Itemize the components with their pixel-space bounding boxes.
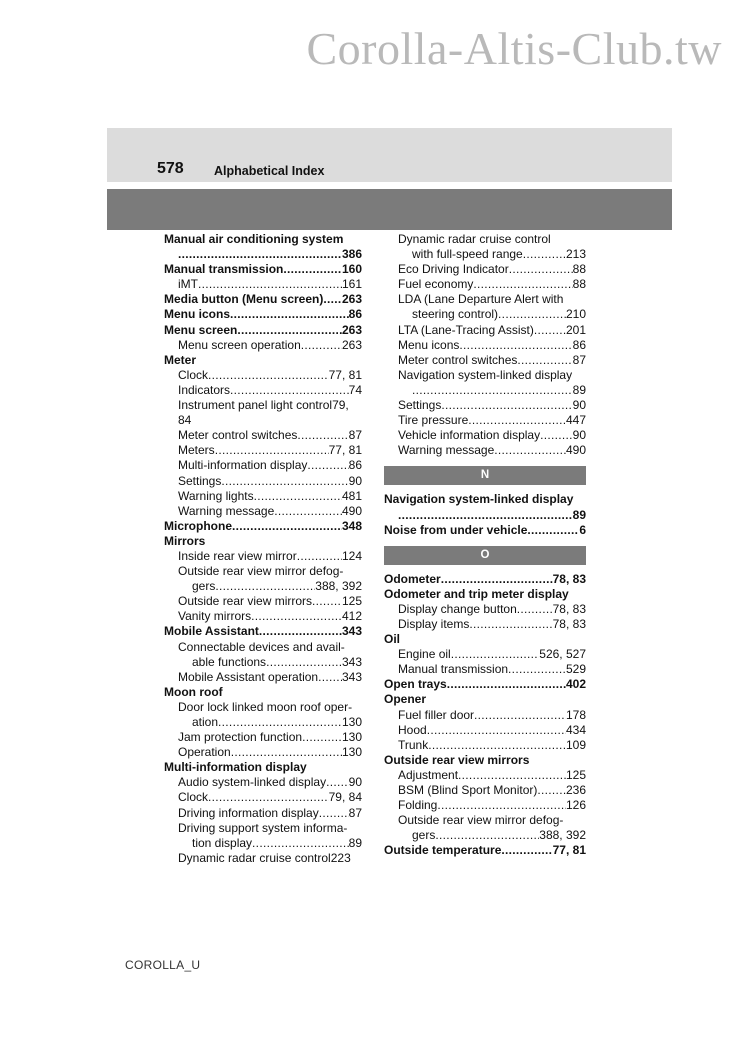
footer-code: COROLLA_U <box>125 958 201 972</box>
entry-label: Folding <box>398 798 438 813</box>
index-subentry <box>384 617 586 632</box>
index-entry <box>384 843 586 858</box>
page-reference: 481 <box>341 488 362 503</box>
index-subentry <box>164 730 362 745</box>
entry-label: Hood <box>398 722 427 737</box>
page-reference: 161 <box>341 277 362 292</box>
dot-leader <box>494 443 566 458</box>
page-reference: 490 <box>341 503 362 518</box>
page-reference: 74 <box>348 382 362 397</box>
page-reference: 201 <box>565 322 586 337</box>
page-reference: 77, 81 <box>552 843 586 858</box>
entry-label: Odometer <box>384 571 441 586</box>
index-subentry <box>164 489 362 504</box>
entry-label: Audio system-linked display <box>178 775 327 790</box>
index-letter-heading: N <box>384 466 586 485</box>
index-heading: Oil <box>384 632 401 647</box>
index-subentry: Door lock linked moon roof oper- <box>178 699 353 714</box>
dot-leader <box>451 647 540 662</box>
dot-leader <box>412 383 573 398</box>
index-column-right <box>384 232 586 858</box>
index-subentry <box>384 353 586 368</box>
entry-label: Manual transmission <box>398 662 509 677</box>
page-reference: 89 <box>572 507 586 522</box>
dot-leader <box>517 353 572 368</box>
entry-label: Menu icons <box>164 307 231 322</box>
index-subentry <box>164 715 362 730</box>
dot-leader <box>326 775 349 790</box>
dot-leader <box>283 262 342 277</box>
entry-label: Fuel economy <box>398 277 474 292</box>
index-entry <box>384 677 586 692</box>
entry-label: Fuel filler door <box>398 707 475 722</box>
entry-label: gers <box>412 828 436 843</box>
dot-leader <box>319 806 349 821</box>
index-entry <box>164 262 362 277</box>
page-reference: 125 <box>341 594 362 609</box>
dot-leader <box>274 504 342 519</box>
entry-label: ation <box>192 715 219 729</box>
index-subentry <box>384 708 586 723</box>
dot-leader <box>208 790 329 805</box>
entry-label: Meters <box>178 443 215 458</box>
page-reference: 78, 83 <box>552 601 586 616</box>
page-reference: 87 <box>572 352 586 367</box>
index-subentry <box>384 262 586 277</box>
dot-leader <box>474 708 566 723</box>
index-subentry <box>384 413 586 428</box>
dot-leader <box>215 443 329 458</box>
page-reference: 130 <box>341 715 362 729</box>
index-subentry <box>164 609 362 624</box>
entry-label: LTA (Lane-Tracing Assist) <box>398 322 534 337</box>
entry-label: Vanity mirrors <box>178 609 252 624</box>
entry-label: Eco Driving Indicator <box>398 262 509 277</box>
dot-leader <box>232 519 342 534</box>
index-subentry <box>164 247 362 262</box>
page-reference: 88 <box>572 262 586 277</box>
index-subentry <box>384 602 586 617</box>
entry-label: Clock <box>178 790 209 805</box>
page-reference: 124 <box>341 548 362 563</box>
dot-leader <box>252 836 349 851</box>
page-reference: 263 <box>341 337 362 352</box>
entry-label: Warning message <box>178 503 275 518</box>
dot-leader <box>312 594 342 609</box>
index-subentry <box>164 790 362 805</box>
page-reference: 526, 527 <box>539 647 586 662</box>
page-reference: 130 <box>341 730 362 745</box>
page-reference: 126 <box>565 798 586 813</box>
index-subentry <box>384 277 586 292</box>
entry-label: Manual transmission <box>164 262 284 277</box>
dot-leader <box>517 602 553 617</box>
dot-leader <box>441 572 553 587</box>
index-heading: Odometer and trip meter display <box>384 586 569 601</box>
entry-label: Meter control switches <box>398 352 518 367</box>
page-reference: 213 <box>565 247 586 262</box>
dot-leader <box>398 508 573 523</box>
page-reference: 90 <box>572 428 586 443</box>
page-reference: 86 <box>348 307 362 322</box>
dot-leader <box>266 655 342 670</box>
entry-label: Indicators <box>178 382 231 397</box>
index-subentry: Dynamic radar cruise control <box>398 232 551 246</box>
page-reference: 90 <box>572 398 586 413</box>
entry-label: Meter control switches <box>178 428 298 443</box>
entry-label: tion display <box>192 835 253 850</box>
page-reference: 77, 81 <box>328 367 362 382</box>
index-subentry <box>384 307 586 322</box>
section-title: Alphabetical Index <box>214 164 325 178</box>
dot-leader <box>198 277 342 292</box>
index-entry <box>384 523 586 538</box>
entry-label: Warning message <box>398 443 495 458</box>
index-subentry <box>164 594 362 609</box>
page-reference: 89 <box>348 835 362 850</box>
dot-leader <box>501 843 552 858</box>
page-reference: 77, 81 <box>328 443 362 458</box>
page-reference: 210 <box>565 307 586 322</box>
index-subentry <box>164 277 362 292</box>
page-reference: 90 <box>348 473 362 488</box>
dot-leader <box>458 768 566 783</box>
index-heading: Navigation system-linked display <box>384 492 574 507</box>
dot-leader <box>527 523 579 538</box>
page-reference: 434 <box>565 722 586 737</box>
dot-leader <box>221 474 348 489</box>
dot-leader <box>254 489 342 504</box>
page-reference: 86 <box>572 337 586 352</box>
index-subentry <box>384 738 586 753</box>
dot-leader <box>318 670 342 685</box>
dot-leader <box>534 323 566 338</box>
index-entry <box>164 307 362 322</box>
page-reference: 6 <box>579 522 586 537</box>
index-heading: Meter <box>164 352 197 367</box>
index-subentry: Dynamic radar cruise control223 <box>178 850 351 865</box>
page-reference: 263 <box>341 322 362 337</box>
dot-leader <box>428 738 566 753</box>
page-reference: 78, 83 <box>552 616 586 631</box>
dot-leader <box>473 277 572 292</box>
dot-leader <box>231 745 342 760</box>
index-subentry: Driving support system informa- <box>178 820 348 835</box>
page-reference: 386 <box>341 247 362 262</box>
page-number: 578 <box>157 160 184 177</box>
index-subentry <box>384 508 586 523</box>
index-subentry <box>384 428 586 443</box>
index-subentry <box>384 647 586 662</box>
entry-label: Trunk <box>398 737 429 752</box>
entry-label: BSM (Blind Sport Monitor) <box>398 783 538 797</box>
page-reference: 178 <box>565 707 586 722</box>
entry-label: Menu icons <box>398 337 460 352</box>
index-entry <box>164 292 362 307</box>
page-reference: 388, 392 <box>315 579 362 594</box>
index-subentry <box>164 655 362 670</box>
page-reference: 87 <box>348 428 362 443</box>
dot-leader <box>297 549 342 564</box>
index-subentry <box>164 579 362 594</box>
dot-leader <box>508 662 566 677</box>
index-subentry: Navigation system-linked display <box>398 367 573 382</box>
index-subentry: 84 <box>178 413 192 428</box>
page-reference: 236 <box>565 783 586 797</box>
index-subentry <box>384 828 586 843</box>
index-subentry <box>164 806 362 821</box>
dot-leader <box>468 413 566 428</box>
index-heading: Moon roof <box>164 684 223 699</box>
entry-label: steering control) <box>412 307 499 322</box>
index-subentry: Instrument panel light control79, <box>178 398 349 413</box>
page-reference: 86 <box>348 458 362 473</box>
index-subentry: Outside rear view mirror defog- <box>178 564 344 579</box>
entry-label: Menu screen operation <box>178 337 301 352</box>
page-reference: 88 <box>572 277 586 292</box>
index-subentry <box>384 662 586 677</box>
dot-leader <box>437 798 566 813</box>
index-subentry <box>164 458 362 473</box>
dot-leader <box>523 247 566 262</box>
page-reference: 160 <box>341 262 362 277</box>
page-reference: 402 <box>565 677 586 692</box>
entry-label: Display items <box>398 616 470 631</box>
dot-leader <box>441 398 572 413</box>
dot-leader <box>230 383 349 398</box>
entry-label: Outside rear view mirrors <box>178 594 313 609</box>
entry-label: Display change button <box>398 601 517 616</box>
entry-label: Vehicle information display <box>398 428 541 443</box>
dot-leader <box>230 307 349 322</box>
dot-leader <box>218 715 342 730</box>
entry-label: Outside temperature <box>384 843 502 858</box>
entry-label: iMT <box>178 277 198 292</box>
index-subentry <box>384 443 586 458</box>
page-reference: 529 <box>565 662 586 677</box>
index-entry <box>164 624 362 639</box>
entry-label: Microphone <box>164 518 232 533</box>
index-subentry <box>384 383 586 398</box>
dot-leader <box>447 677 566 692</box>
index-heading: Outside rear view mirrors <box>384 752 530 767</box>
page-reference: 343 <box>341 669 362 684</box>
page-reference: 263 <box>341 292 362 307</box>
dot-leader <box>302 730 342 745</box>
header-band <box>107 189 672 230</box>
dot-leader <box>215 579 315 594</box>
index-subentry <box>164 504 362 519</box>
index-heading: Mirrors <box>164 533 206 548</box>
dot-leader <box>509 262 573 277</box>
index-subentry <box>384 398 586 413</box>
page-reference: 388, 392 <box>539 828 586 843</box>
dot-leader <box>307 458 348 473</box>
index-subentry <box>164 745 362 760</box>
index-entry <box>384 572 586 587</box>
entry-label: Operation <box>178 745 231 760</box>
index-subentry <box>384 323 586 338</box>
page-reference: 125 <box>565 767 586 782</box>
index-subentry <box>164 775 362 790</box>
dot-leader <box>237 323 342 338</box>
dot-leader <box>259 624 342 639</box>
index-subentry <box>164 670 362 685</box>
page-reference: 79, 84 <box>328 790 362 805</box>
dot-leader <box>301 338 342 353</box>
entry-label: Engine oil <box>398 647 451 662</box>
index-subentry: Connectable devices and avail- <box>178 639 345 654</box>
index-subentry: LDA (Lane Departure Alert with <box>398 292 564 307</box>
entry-label: Driving information display <box>178 805 319 820</box>
entry-label: Multi-information display <box>178 458 308 473</box>
entry-label: Clock <box>178 367 209 382</box>
index-heading: Multi-information display <box>164 760 307 775</box>
index-column-left <box>164 232 362 866</box>
watermark: Corolla-Altis-Club.tw <box>306 23 722 74</box>
entry-label: Settings <box>178 473 222 488</box>
entry-label: Menu screen <box>164 322 238 337</box>
entry-label: Adjustment <box>398 767 459 782</box>
entry-label: Mobile Assistant <box>164 624 259 639</box>
entry-label: able functions <box>192 654 267 669</box>
index-letter-heading: O <box>384 546 586 565</box>
dot-leader <box>469 617 552 632</box>
index-subentry <box>384 798 586 813</box>
dot-leader <box>498 307 566 322</box>
dot-leader <box>427 723 566 738</box>
index-subentry <box>164 443 362 458</box>
index-subentry <box>164 368 362 383</box>
page-reference: 87 <box>348 805 362 820</box>
index-heading: Opener <box>384 692 427 707</box>
index-subentry <box>164 474 362 489</box>
page-reference: 343 <box>341 624 362 639</box>
entry-label: Tire pressure <box>398 413 469 428</box>
index-subentry <box>164 383 362 398</box>
entry-label: Open trays <box>384 677 447 692</box>
page-header <box>107 128 672 182</box>
dot-leader <box>297 428 348 443</box>
dot-leader <box>208 368 329 383</box>
entry-label: Jam protection function <box>178 730 303 745</box>
index-heading: Manual air conditioning system <box>164 232 344 246</box>
entry-label: Inside rear view mirror <box>178 548 297 563</box>
index-subentry <box>384 338 586 353</box>
page-reference: 78, 83 <box>552 571 586 586</box>
entry-label: Mobile Assistant operation <box>178 669 319 684</box>
dot-leader <box>323 292 342 307</box>
dot-leader <box>178 247 342 262</box>
page-reference: 412 <box>341 609 362 624</box>
dot-leader <box>537 783 566 798</box>
page-reference: 490 <box>565 443 586 458</box>
index-entry <box>164 323 362 338</box>
entry-label: Warning lights <box>178 488 254 503</box>
index-entry <box>164 519 362 534</box>
page-reference: 89 <box>572 382 586 397</box>
dot-leader <box>435 828 539 843</box>
index-subentry <box>384 768 586 783</box>
page-reference: 130 <box>341 745 362 760</box>
index-subentry <box>384 723 586 738</box>
index-subentry <box>384 247 586 262</box>
page-reference: 109 <box>565 737 586 752</box>
index-subentry <box>164 428 362 443</box>
entry-label: gers <box>192 579 216 594</box>
index-subentry: Outside rear view mirror defog- <box>398 813 564 828</box>
page-reference: 343 <box>341 654 362 669</box>
entry-label: Noise from under vehicle <box>384 522 528 537</box>
page-reference: 90 <box>348 775 362 790</box>
page-reference: 348 <box>341 518 362 533</box>
dot-leader <box>251 609 342 624</box>
dot-leader <box>459 338 572 353</box>
page-reference: 447 <box>565 413 586 428</box>
index-subentry <box>164 338 362 353</box>
entry-label: Settings <box>398 398 442 413</box>
dot-leader <box>540 428 573 443</box>
index-subentry <box>164 836 362 851</box>
index-subentry <box>164 549 362 564</box>
index-subentry <box>384 783 586 798</box>
entry-label: with full-speed range <box>412 247 523 262</box>
entry-label: Media button (Menu screen) <box>164 292 324 307</box>
